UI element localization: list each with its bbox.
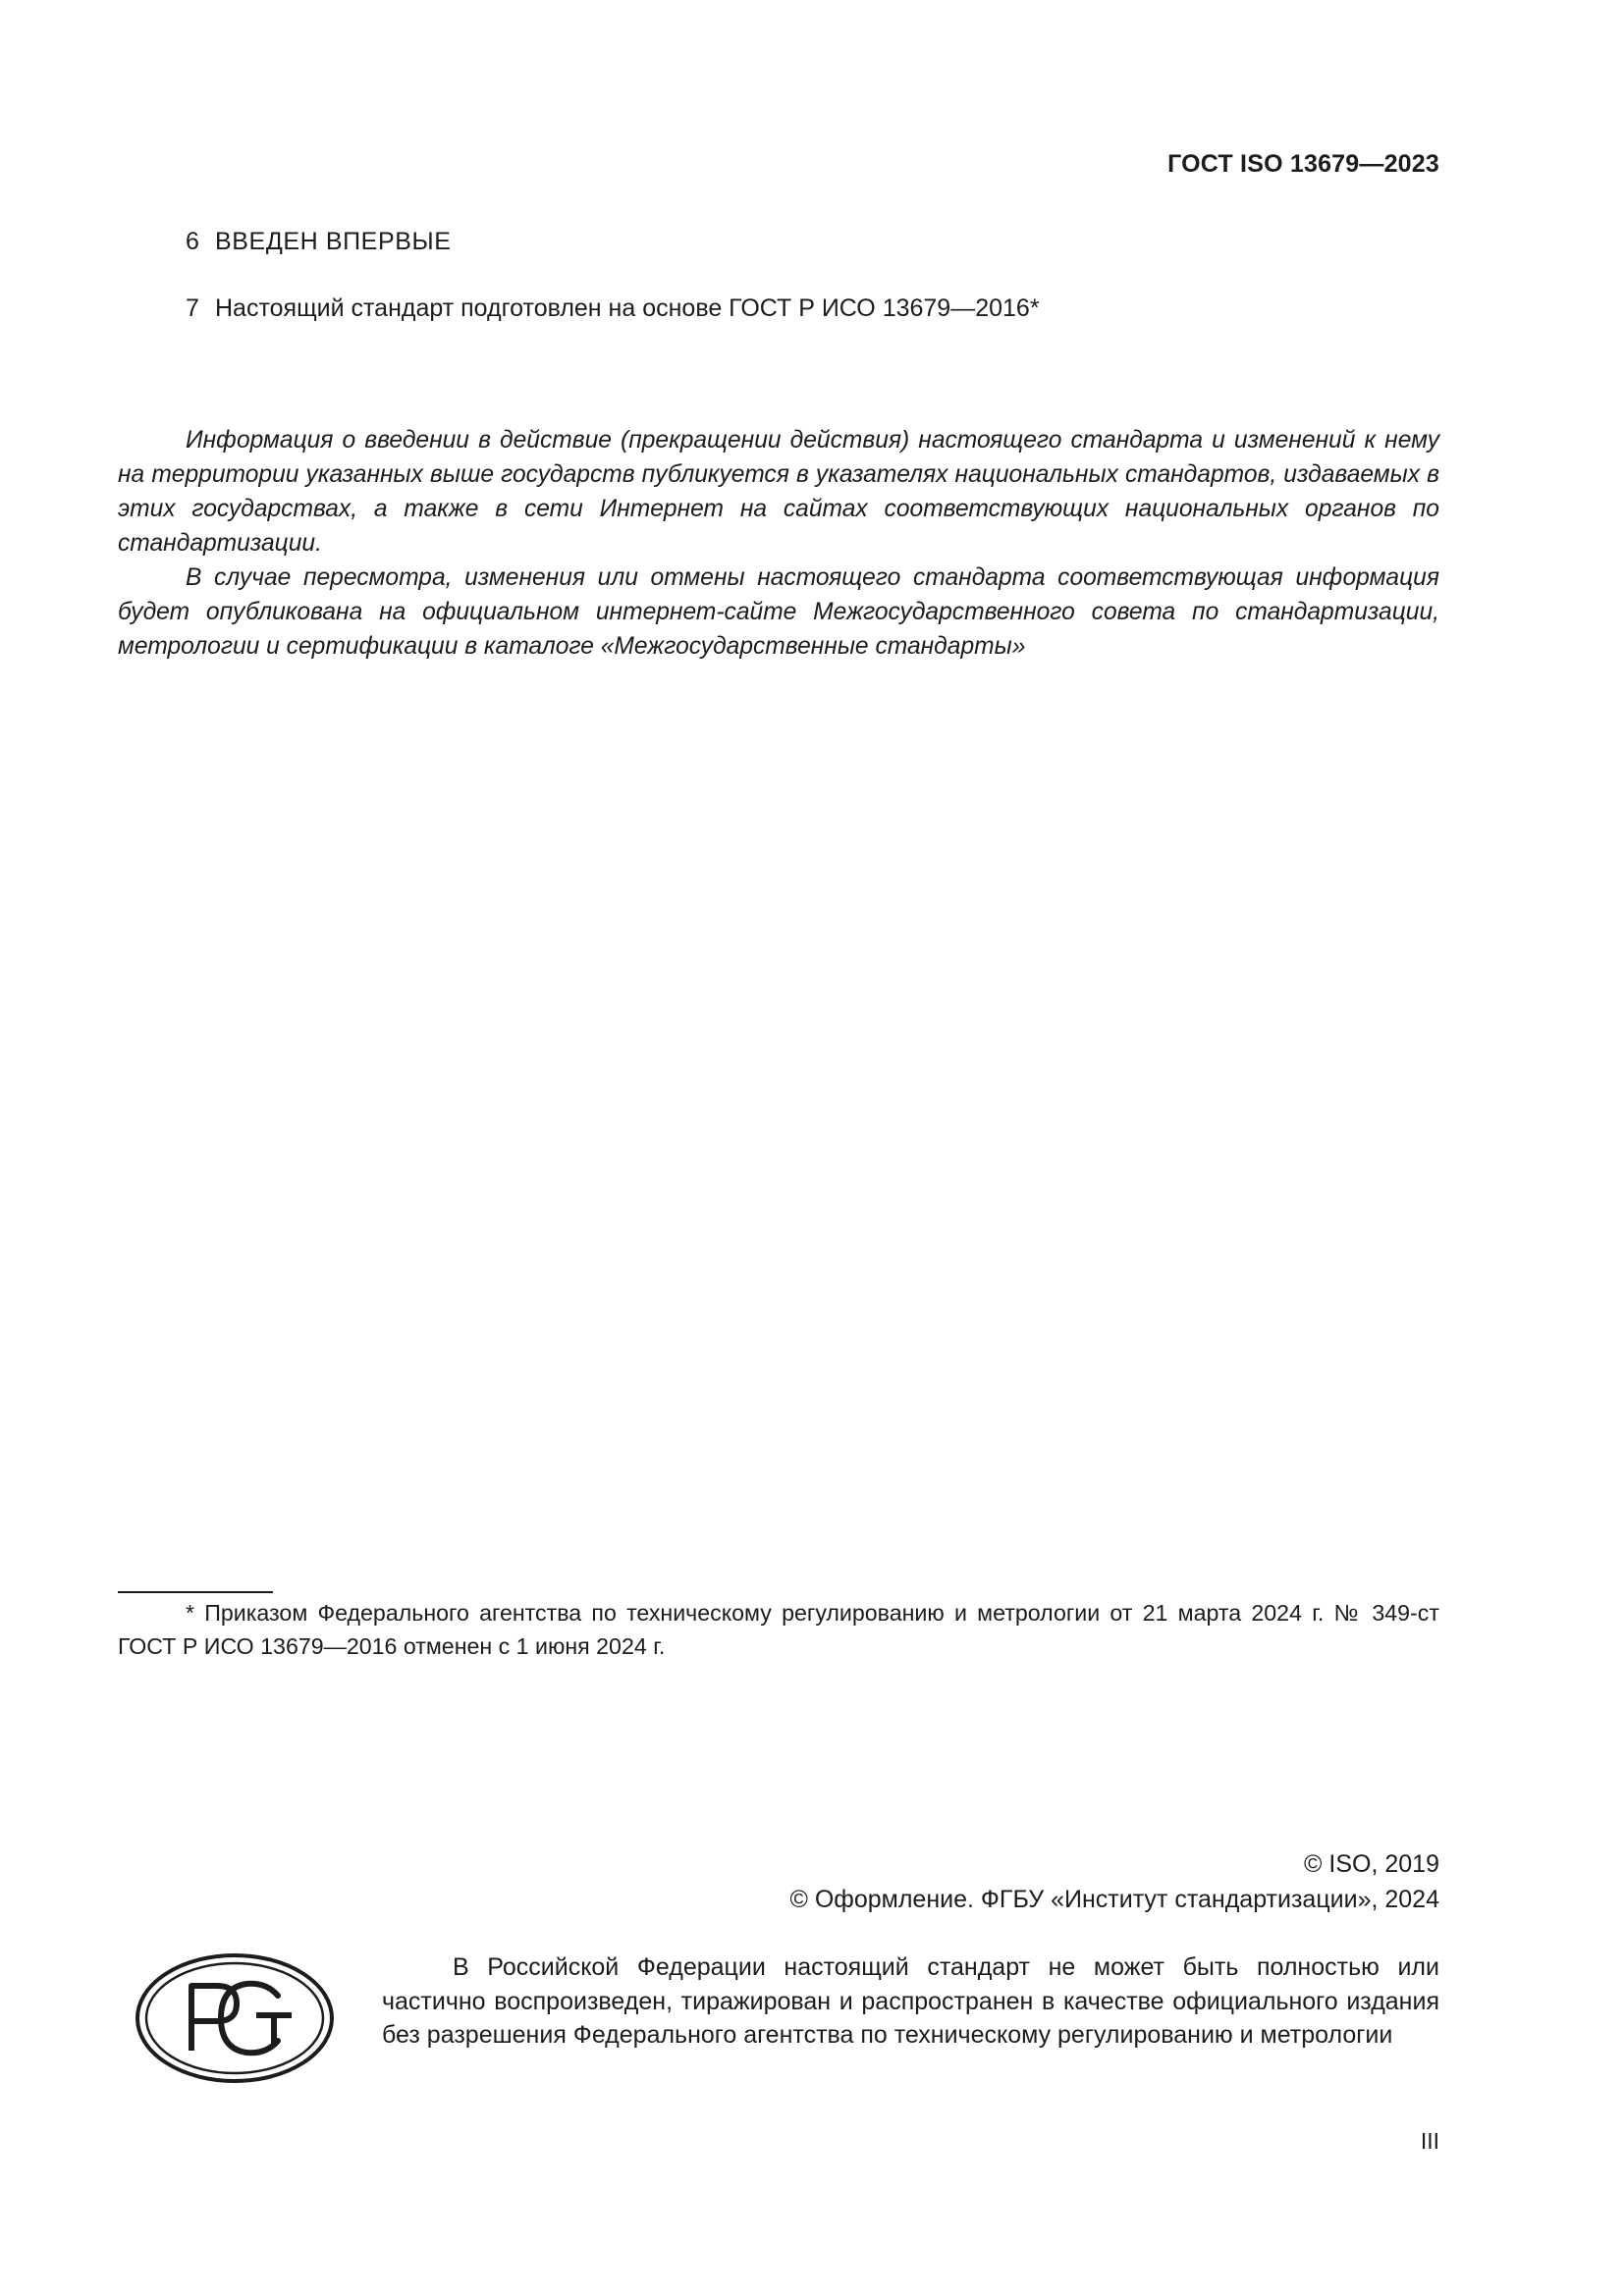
footnote-divider	[118, 1591, 273, 1593]
item-number: 7	[186, 294, 199, 322]
footnote	[118, 1596, 1439, 1663]
copyright-design: © Оформление. ФГБУ «Институт стандартизации», 2024	[789, 1886, 1439, 1913]
info-paragraph-introduction: Информация о введении в действие (прекращении действия) настоящего стандарта и изменений к нему на территории указанных выше государств публикуется в указателях национальных стандартов, издаваемых в этих государствах, а также в сети Интернет на сайтах соответствующих национальных органов по стандартизации.	[118, 427, 1439, 557]
footnote-text: * Приказом Федерального агентства по техническому регулированию и метрологии от 21 марта 2024 г. № 349-ст ГОСТ Р ИСО 13679—2016 отменен с 1 июня 2024 г.	[118, 1600, 1439, 1659]
reproduction-notice	[382, 1950, 1439, 2053]
info-block-2	[118, 561, 1439, 664]
info-paragraph-revision: В случае пересмотра, изменения или отмены настоящего стандарта соответствующая информация будет опубликована на официальном интернет-сайте Межгосударственного совета по стандартизации, метрологии и сертификации в каталоге «Межгосударственные стандарты»	[118, 564, 1439, 660]
list-item-7	[186, 294, 1040, 323]
standard-code-header: ГОСТ ISO 13679—2023	[1167, 150, 1439, 178]
rst-certification-mark-icon	[135, 1952, 335, 2084]
copyright-iso: © ISO, 2019	[1304, 1850, 1439, 1878]
notice-text: В Российской Федерации настоящий стандарт не может быть полностью или частично воспроизведен, тиражирован и распространен в качестве официального издания без разрешения Федерального агентства по техническому регулированию и метрологии	[382, 1953, 1439, 2049]
item-text: ВВЕДЕН ВПЕРВЫЕ	[215, 228, 452, 255]
info-block-1	[118, 423, 1439, 561]
page-number: III	[1420, 2128, 1439, 2154]
item-text: Настоящий стандарт подготовлен на основе ГОСТ Р ИСО 13679—2016*	[215, 294, 1040, 322]
list-item-6	[186, 228, 452, 256]
item-number: 6	[186, 228, 200, 255]
